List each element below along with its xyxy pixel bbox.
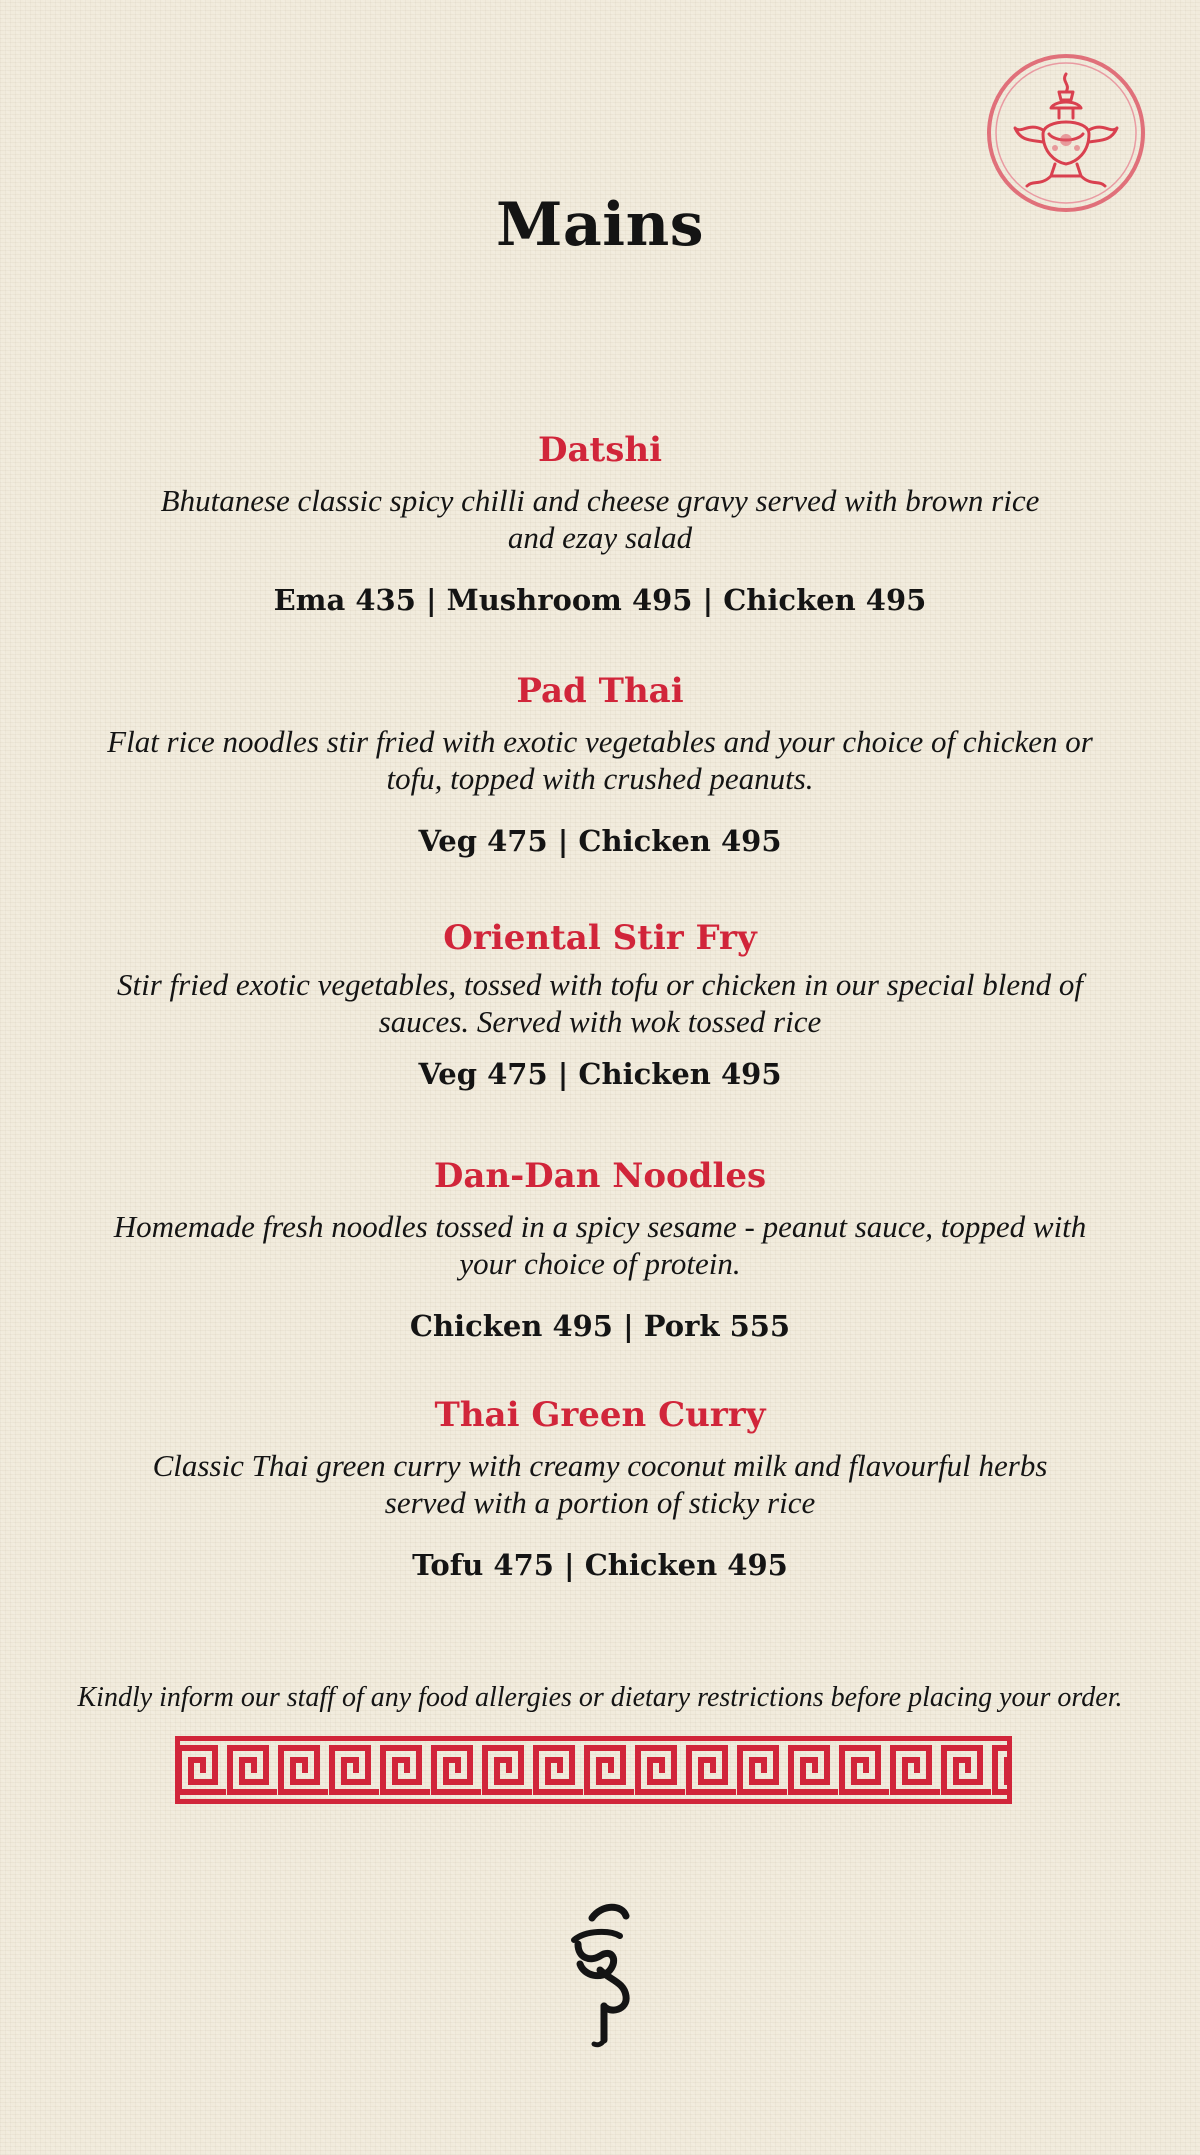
menu-item xyxy=(0,1393,1200,1585)
item-description: Stir fried exotic vegetables, tossed with tofu or chicken in our special blend of sauces. Served with wok tossed rice xyxy=(117,967,1083,1039)
item-name: Pad Thai xyxy=(516,671,684,711)
page-title: Mains xyxy=(496,190,704,260)
item-description: Homemade fresh noodles tossed in a spicy sesame - peanut sauce, topped with your choice of protein. xyxy=(113,1209,1087,1281)
menu-item xyxy=(0,1154,1200,1346)
item-description: Classic Thai green curry with creamy coconut milk and flavourful herbs served with a portion of sticky rice xyxy=(152,1448,1048,1520)
menu-item xyxy=(0,669,1200,861)
menu-item xyxy=(0,428,1200,620)
item-prices: Chicken 495 | Pork 555 xyxy=(409,1309,791,1343)
item-prices: Ema 435 | Mushroom 495 | Chicken 495 xyxy=(273,583,927,617)
item-prices: Veg 475 | Chicken 495 xyxy=(418,824,782,858)
meander-border xyxy=(175,1736,1012,1804)
menu-item xyxy=(0,916,1200,1094)
item-name: Datshi xyxy=(538,430,662,470)
allergy-notice: Kindly inform our staff of any food allergies or dietary restrictions before placing your order. xyxy=(77,1682,1123,1713)
item-name: Thai Green Curry xyxy=(434,1395,766,1435)
item-description: Flat rice noodles stir fried with exotic vegetables and your choice of chicken or tofu, topped with crushed peanuts. xyxy=(107,724,1093,796)
item-prices: Veg 475 | Chicken 495 xyxy=(418,1057,782,1091)
item-name: Oriental Stir Fry xyxy=(443,918,757,958)
item-prices: Tofu 475 | Chicken 495 xyxy=(412,1548,788,1582)
item-name: Dan-Dan Noodles xyxy=(433,1156,767,1196)
tibetan-syllable-icon xyxy=(560,1900,640,2050)
item-description: Bhutanese classic spicy chilli and cheese gravy served with brown rice and ezay salad xyxy=(160,483,1040,555)
